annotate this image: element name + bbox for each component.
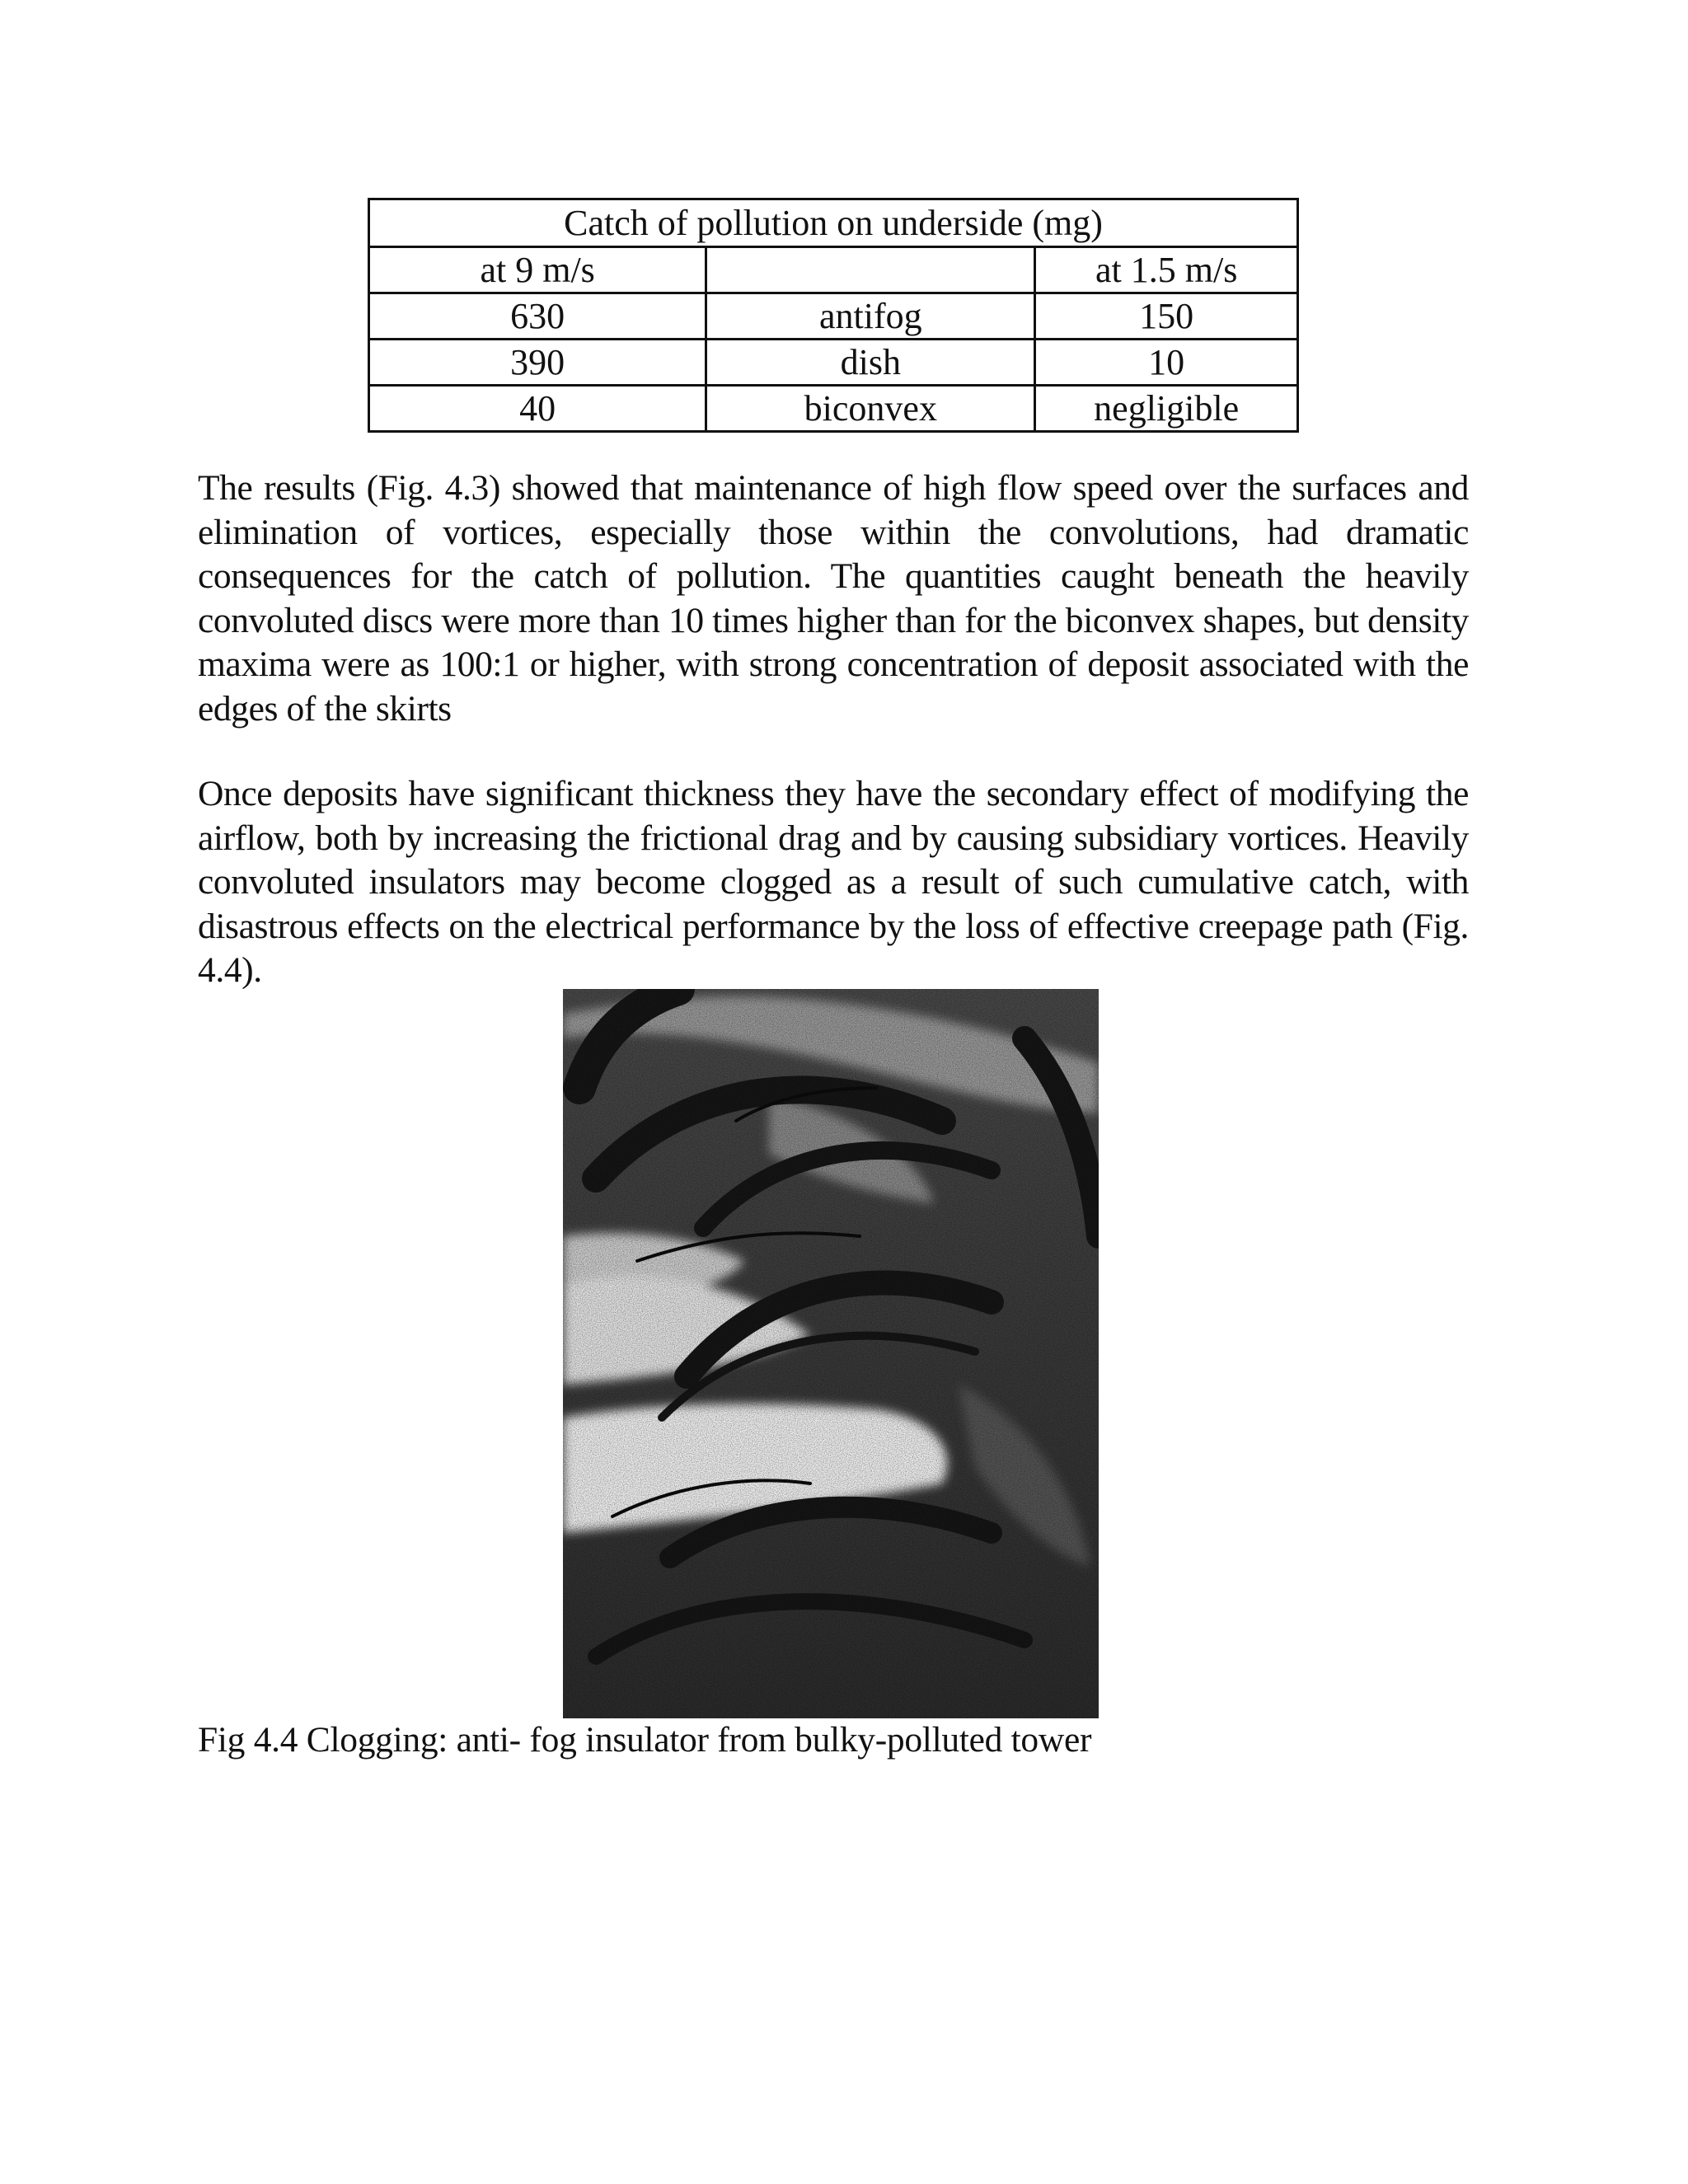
- table-cell: antifog: [706, 293, 1035, 340]
- table-cell: 390: [369, 340, 706, 386]
- table-row: [369, 293, 1298, 340]
- table-cell: 10: [1035, 340, 1298, 386]
- clogged-insulator-photo: [563, 989, 1099, 1718]
- table-header-row: [369, 247, 1298, 293]
- table-header-cell: [706, 247, 1035, 293]
- table-cell: 150: [1035, 293, 1298, 340]
- table-cell: 40: [369, 386, 706, 432]
- pollution-catch-table: [368, 198, 1299, 433]
- table-header-cell: at 1.5 m/s: [1035, 247, 1298, 293]
- body-paragraph: Once deposits have significant thickness they have the secondary effect of modifying the airflow, both by increasing the frictional drag and by causing subsidiary vortices. Heavily convoluted insulators may become clogged as a result of such cumulative catch, with disastrous effects on the electrical performance by the loss of effective creepage path (Fig. 4.4).: [198, 774, 1469, 990]
- table-row: [369, 340, 1298, 386]
- body-paragraph: The results (Fig. 4.3) showed that maintenance of high flow speed over the surfaces and elimination of vortices, especially those within the convolutions, had dramatic consequences for the catch of pollution. The quantities caught beneath the heavily convoluted discs were more than 10 times higher than for the biconvex shapes, but density maxima were as 100:1 or higher, with strong concentration of deposit associated with the edges of the skirts: [198, 468, 1469, 729]
- table-cell: negligible: [1035, 386, 1298, 432]
- table-cell: 630: [369, 293, 706, 340]
- table-caption-row: [369, 199, 1298, 247]
- table-cell: biconvex: [706, 386, 1035, 432]
- table-cell: dish: [706, 340, 1035, 386]
- table-caption: Catch of pollution on underside (mg): [369, 199, 1298, 247]
- table-header-cell: at 9 m/s: [369, 247, 706, 293]
- table-row: [369, 386, 1298, 432]
- figure-caption: Fig 4.4 Clogging: anti- fog insulator from bulky-polluted tower: [198, 1720, 1092, 1760]
